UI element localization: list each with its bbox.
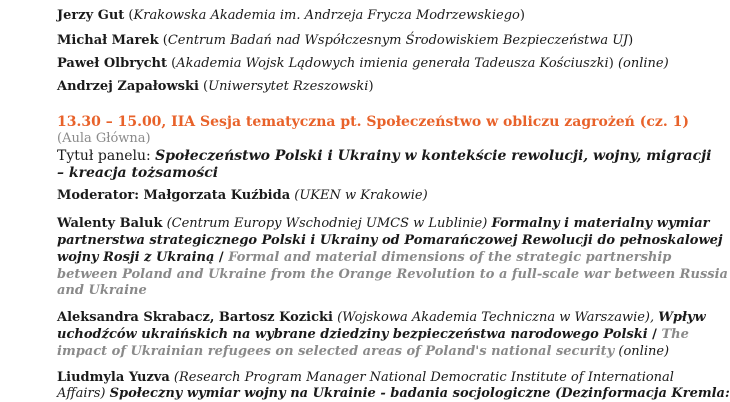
participant-affiliation: Centrum Badań nad Współczesnym Środowiskiem Bezpieczeństwa UJ	[167, 33, 629, 48]
participant-affiliation: Akademia Wojsk Lądowych imienia generała Tadeusza Kościuszki	[176, 56, 609, 71]
speaker-affiliation: (Research Program Manager National Democratic Institute of International	[173, 370, 674, 385]
participant-line: Paweł Olbrycht (Akademia Wojsk Lądowych imienia generała Tadeusza Kościuszki) (online)	[57, 56, 669, 71]
title-separator: /	[214, 250, 229, 265]
participant-name: Andrzej Zapałowski	[57, 79, 199, 94]
talk-title-pl: Wpływ	[658, 310, 706, 325]
talk-title-pl: uchodźców ukraińskich na wybrane dziedziny bezpieczeństwa narodowego Polski	[57, 327, 648, 342]
participant-line: Andrzej Zapałowski (Uniwersytet Rzeszowski)	[57, 79, 374, 94]
talk-title-pl: wojny Rosji z Ukrainą	[57, 250, 215, 265]
talk-title-pl: Społeczny wymiar wojny na Ukrainie - badania socjologiczne (Dezinformacja Kremla:	[109, 386, 730, 401]
talk-title-pl: Formalny i materialny wymiar	[491, 216, 710, 231]
participant-line: Jerzy Gut (Krakowska Akademia im. Andrzeja Frycza Modrzewskiego)	[57, 8, 525, 23]
talk-line	[57, 344, 669, 360]
talk-line	[57, 250, 671, 266]
talk-note: (online)	[618, 344, 670, 359]
speaker-affiliation: (Wojskowa Akademia Techniczna w Warszawie),	[337, 310, 655, 325]
participant-name: Michał Marek	[57, 33, 159, 48]
participant-line: Michał Marek (Centrum Badań nad Współczesnym Środowiskiem Bezpieczeństwa UJ)	[57, 33, 634, 48]
title-separator: /	[647, 327, 662, 342]
panel-title-continued: – kreacja tożsamości	[57, 165, 219, 181]
panel-title: Społeczeństwo Polski i Ukrainy w kontekście rewolucji, wojny, migracji	[155, 148, 712, 164]
talk-line	[57, 386, 730, 402]
panel-title-line	[57, 148, 712, 164]
talk-title-pl: partnerstwa strategicznego Polski i Ukrainy od Pomarańczowej Rewolucji do pełnoskalowej	[57, 233, 723, 248]
participant-note: (online)	[617, 56, 669, 71]
speaker-name: Liudmyla Yuzva	[57, 370, 170, 385]
moderator-affiliation: (UKEN w Krakowie)	[294, 188, 428, 203]
participant-name: Paweł Olbrycht	[57, 56, 167, 71]
talk-title-en: impact of Ukrainian refugees on selected areas of Poland's national security	[57, 344, 615, 359]
talk-line	[57, 310, 706, 326]
moderator-line	[57, 188, 428, 204]
talk-line	[57, 216, 709, 232]
talk-title-en: and Ukraine	[57, 283, 147, 298]
speaker-affiliation: Affairs)	[57, 386, 106, 401]
session-heading: 13.30 – 15.00, IIA Sesja tematyczna pt. Społeczeństwo w obliczu zagrożeń (cz. 1)	[57, 114, 689, 130]
participant-name: Jerzy Gut	[57, 8, 125, 23]
speaker-name: Walenty Baluk	[57, 216, 163, 231]
speaker-name: Aleksandra Skrabacz, Bartosz Kozicki	[57, 310, 333, 325]
talk-line	[57, 327, 689, 343]
participant-affiliation: Krakowska Akademia im. Andrzeja Frycza Modrzewskiego	[133, 8, 520, 23]
participant-affiliation: Uniwersytet Rzeszowski	[208, 79, 369, 94]
talk-title-en: between Poland and Ukraine from the Orange Revolution to a full-scale war between Russia	[57, 267, 728, 282]
session-venue: (Aula Główna)	[57, 131, 151, 146]
panel-label: Tytuł panelu:	[57, 148, 156, 164]
speaker-affiliation: (Centrum Europy Wschodniej UMCS w Lublinie)	[166, 216, 488, 231]
talk-title-en: Formal and material dimensions of the strategic partnership	[228, 250, 672, 265]
talk-line	[57, 370, 674, 386]
talk-title-en: The	[661, 327, 689, 342]
moderator-name: Moderator: Małgorzata Kuźbida	[57, 188, 291, 203]
